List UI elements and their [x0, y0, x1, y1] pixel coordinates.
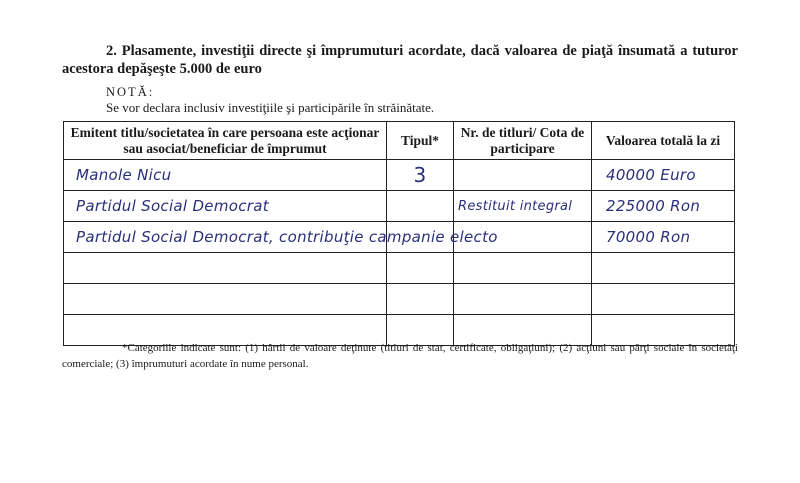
- header-emitent: Emitent titlu/societatea în care persoana este acţionar sau asociat/beneficiar de împrumut: [64, 122, 387, 160]
- table-header-row: [64, 122, 735, 160]
- cell-emitent: [64, 284, 387, 315]
- cell-tip: [387, 253, 454, 284]
- emitent-value: Partidul Social Democrat: [76, 197, 269, 215]
- table-row: [64, 284, 735, 315]
- cell-valoare: [592, 160, 735, 191]
- cell-emitent: [64, 191, 387, 222]
- cell-nr: [454, 284, 592, 315]
- cell-nr: [454, 253, 592, 284]
- cell-valoare: [592, 253, 735, 284]
- cell-emitent: [64, 253, 387, 284]
- header-valoare: Valoarea totală la zi: [592, 122, 735, 160]
- emitent-value: Partidul Social Democrat, contribuţie campanie electo: [76, 228, 498, 246]
- valoare-value: 225000 Ron: [606, 197, 701, 215]
- table-row: [64, 160, 735, 191]
- cell-tip: [387, 191, 454, 222]
- cell-valoare: [592, 191, 735, 222]
- nota-text: Se vor declara inclusiv investiţiile şi participările în străinătate.: [106, 100, 435, 115]
- table-row: [64, 222, 735, 253]
- valoare-value: 70000 Ron: [606, 228, 691, 246]
- tip-value: 3: [413, 163, 427, 187]
- valoare-value: 40000 Euro: [606, 166, 696, 184]
- header-tip: Tipul*: [387, 122, 454, 160]
- cell-valoare: [592, 222, 735, 253]
- cell-emitent: [64, 222, 498, 253]
- nr-value: Restituit integral: [458, 198, 573, 214]
- emitent-value: Manole Nicu: [76, 166, 172, 184]
- nota-label: NOTĂ:: [106, 85, 155, 99]
- section-heading: 2. Plasamente, investiţii directe şi împrumuturi acordate, dacă valoarea de piaţă însumată a tuturor acestora depăşeşte 5.000 de euro: [62, 43, 738, 77]
- cell-emitent: [64, 160, 387, 191]
- footnote: *Categoriile indicate sunt: (1) hârtii de valoare deţinute (titluri de stat, certificate, obligaţiuni); (2) acţiuni sau părţi sociale în societăţi comerciale; (3) împrumuturi acordate în nume personal.: [62, 342, 738, 370]
- investments-table: [63, 121, 735, 346]
- cell-nr: [454, 191, 592, 222]
- cell-tip: [387, 284, 454, 315]
- cell-nr: [454, 160, 592, 191]
- table-row: [64, 253, 735, 284]
- cell-tip: [387, 160, 454, 191]
- cell-valoare: [592, 284, 735, 315]
- header-nr-titluri: Nr. de titluri/ Cota de participare: [454, 122, 592, 160]
- table-row: [64, 191, 735, 222]
